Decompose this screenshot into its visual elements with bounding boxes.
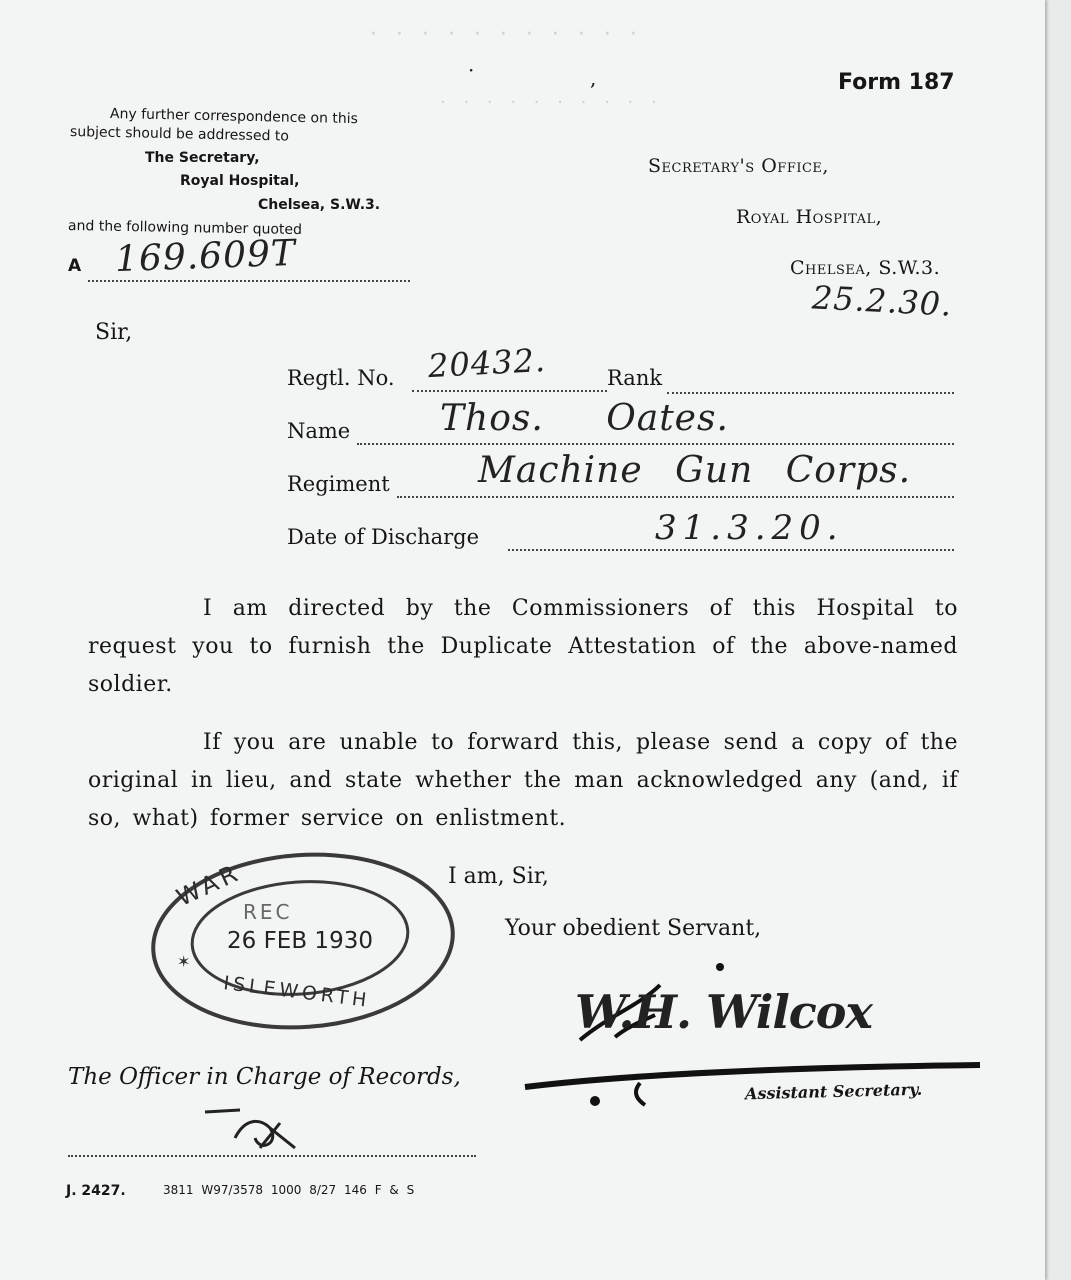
name-line (357, 443, 954, 445)
regtl-no-value: 20432. (427, 340, 547, 386)
footer-print-info: 3811 W97/3578 1000 8/27 146 F & S (163, 1183, 415, 1197)
show-through-text: · · · · · · · · · · · (370, 22, 643, 47)
regiment-value: Machine Gun Corps. (478, 450, 912, 491)
footer-code: J. 2427. (66, 1183, 126, 1199)
show-through-text: · · · · · · · · · · (440, 92, 663, 113)
signature-text: W.H. Wilcox (575, 985, 872, 1039)
recipient-line: The Officer in Charge of Records, (68, 1064, 461, 1090)
reference-line (88, 280, 410, 282)
regtl-no-label: Regtl. No. (287, 366, 395, 390)
stamp-bottom-text: ISLEWORTH (222, 972, 372, 1012)
correspondence-note-line1: Any further correspondence on this (109, 106, 359, 128)
addressee-hospital: Royal Hospital, (180, 173, 300, 189)
reference-number: 169.609T (114, 232, 297, 281)
regiment-line (397, 496, 954, 498)
letter-date: 25.2.30. (811, 278, 954, 324)
correspondence-note-line2: subject should be addressed to (69, 124, 290, 145)
war-office-stamp (145, 845, 465, 1035)
initials-stroke (200, 1098, 320, 1158)
rank-label: Rank (607, 366, 663, 390)
discharge-value: 31.3.20. (655, 508, 844, 548)
recipient-line-dots (68, 1155, 476, 1157)
discharge-line (508, 549, 954, 551)
number-quote-note: and the following number quoted (67, 218, 303, 239)
secretary-office: Secretary's Office, (648, 155, 829, 177)
addressee-location: Chelsea, S.W.3. (258, 197, 381, 213)
stray-mark: , (590, 66, 597, 90)
name-label: Name (287, 419, 351, 443)
regtl-no-line (412, 390, 607, 392)
addressee-secretary: The Secretary, (145, 150, 260, 166)
stamp-received-text: REC (243, 900, 293, 924)
discharge-label: Date of Discharge (287, 525, 480, 549)
stamp-date: 26 FEB 1930 (227, 928, 373, 954)
svg-text:✶: ✶ (177, 952, 191, 971)
reference-prefix: A (68, 256, 82, 276)
stamp-top-text: WAR (172, 858, 246, 912)
body-paragraph-2: If you are unable to forward this, please send a copy of the original in lieu, and state whether the man acknowledged any (and, if so, what) former service on enlistment. (88, 730, 958, 831)
closing-line: I am, Sir, (448, 864, 549, 889)
closing-servant: Your obedient Servant, (505, 916, 762, 941)
form-number: Form 187 (838, 70, 955, 95)
hospital-location: Chelsea, S.W.3. (790, 257, 941, 279)
body-paragraph-1: I am directed by the Commissioners of this Hospital to request you to furnish the Duplicate Attestation of the above-named soldier. (88, 596, 958, 697)
signatory-title: Assistant Secretary. (744, 1079, 923, 1104)
rank-line (667, 392, 954, 394)
recipient-initials (200, 1098, 320, 1158)
stray-mark: · (468, 58, 475, 82)
name-value: Thos. Oates. (440, 398, 729, 439)
regiment-label: Regiment (287, 472, 390, 496)
hospital-name: Royal Hospital, (736, 206, 883, 228)
salutation: Sir, (95, 320, 133, 345)
